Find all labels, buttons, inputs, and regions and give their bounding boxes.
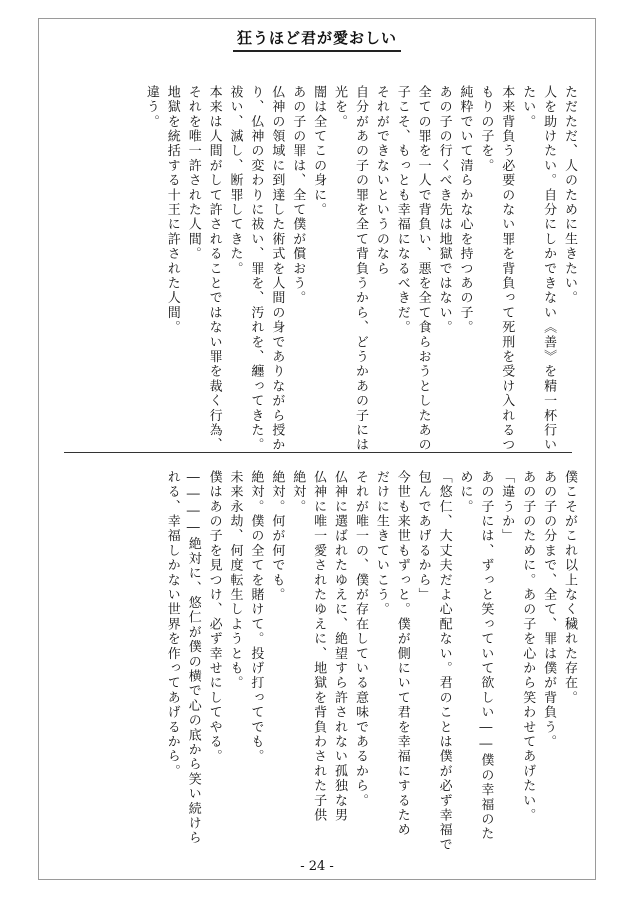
running-title: 狂うほど君が愛おしい	[233, 27, 401, 52]
text-line: 絶対。僕の全てを賭けて。投げ打ってでも。	[248, 470, 264, 764]
text-line: あの子のために。あの子を心から笑わせてあげたい。	[520, 470, 536, 823]
text-line: 仏神に選ばれたゆえに、絶望すら許されない孤独な男	[332, 470, 348, 823]
text-line: めに。	[457, 470, 473, 515]
text-line: あの子の罪は、全て僕が償おう。	[290, 85, 306, 306]
text-line: あの子の分まで、全て、罪は僕が背負う。	[541, 470, 557, 750]
text-line: だけに生きていこう。	[373, 470, 389, 617]
text-line: 未来永劫、何度転生しようとも。	[227, 470, 243, 691]
text-line: 僕はあの子を見つけ、必ず幸せにしてやる。	[206, 470, 222, 764]
text-line: 今世も来世もずっと。僕が側にいて君を幸福にするため	[394, 470, 410, 838]
text-line: 仏神の領域に到達した術式を人間の身でありながら授か	[269, 85, 285, 453]
text-line: それが唯一の、僕が存在している意味であるから。	[352, 470, 368, 809]
text-line: 違う。	[143, 85, 159, 130]
text-line: 僕こそがこれ以上なく穢れた存在。	[562, 470, 577, 706]
text-line: 包んであげるから」	[415, 470, 431, 603]
text-line: 子こそ、もっとも幸福になるべきだ。	[394, 85, 410, 335]
text-line: 自分があの子の罪を全て背負うから、どうかあの子には	[352, 85, 368, 453]
page-number: - 24 -	[300, 859, 334, 874]
text-line: たい。	[520, 85, 536, 130]
text-line: 絶対。何が何でも。	[269, 470, 285, 603]
text-line: 地獄を統括する十王に許された人間。	[164, 85, 180, 335]
text-line: ――――絶対に、悠仁が僕の横で心の底から笑い続けら	[185, 470, 201, 846]
text-line: 「悠仁、大丈夫だよ心配ない。君のことは僕が必ず幸福で	[436, 470, 452, 853]
section-divider	[64, 452, 572, 453]
text-line: 本来背負う必要のない罪を背負って死刑を受け入れるつ	[499, 85, 515, 453]
text-line: それを唯一許された人間。	[185, 85, 201, 262]
text-line: ただただ、人のために生きたい。	[562, 85, 577, 306]
text-line: 闇は全てこの身に。	[311, 85, 327, 218]
header	[0, 27, 634, 59]
text-line: もりの子を。	[478, 85, 494, 174]
text-line: あの子の行くべき先は地獄ではない。	[436, 85, 452, 335]
text-line: れる、幸福しかない世界を作ってあげるから。	[164, 470, 180, 779]
text-line: それができないというのなら	[373, 85, 389, 277]
text-line: 祓い、滅し、断罪してきた。	[227, 85, 243, 277]
text-line: あの子には、ずっと笑っていて欲しい――僕の幸福のた	[478, 470, 494, 842]
text-block-bottom	[59, 470, 579, 855]
text-line: 仏神に唯一愛されたゆえに、地獄を背負わされた子供	[311, 470, 327, 823]
text-line: り、仏神の変わりに祓い、罪を、汚れを、纏ってきた。	[248, 85, 264, 453]
text-line: 全ての罪を一人で背負い、悪を全て食らおうとしたあの	[415, 85, 431, 453]
text-line: 光を。	[332, 85, 348, 130]
text-line: 絶対。	[290, 470, 306, 515]
text-line: 「違うか」	[499, 470, 515, 544]
text-block-top	[59, 85, 579, 453]
text-line: 本来は人間がして許されることではない罪を裁く行為、	[206, 85, 222, 453]
text-line: 人を助けたい。自分にしかできない《善》を精一杯行い	[541, 85, 557, 453]
text-line: 純粋でいて清らかな心を持つあの子。	[457, 85, 473, 335]
